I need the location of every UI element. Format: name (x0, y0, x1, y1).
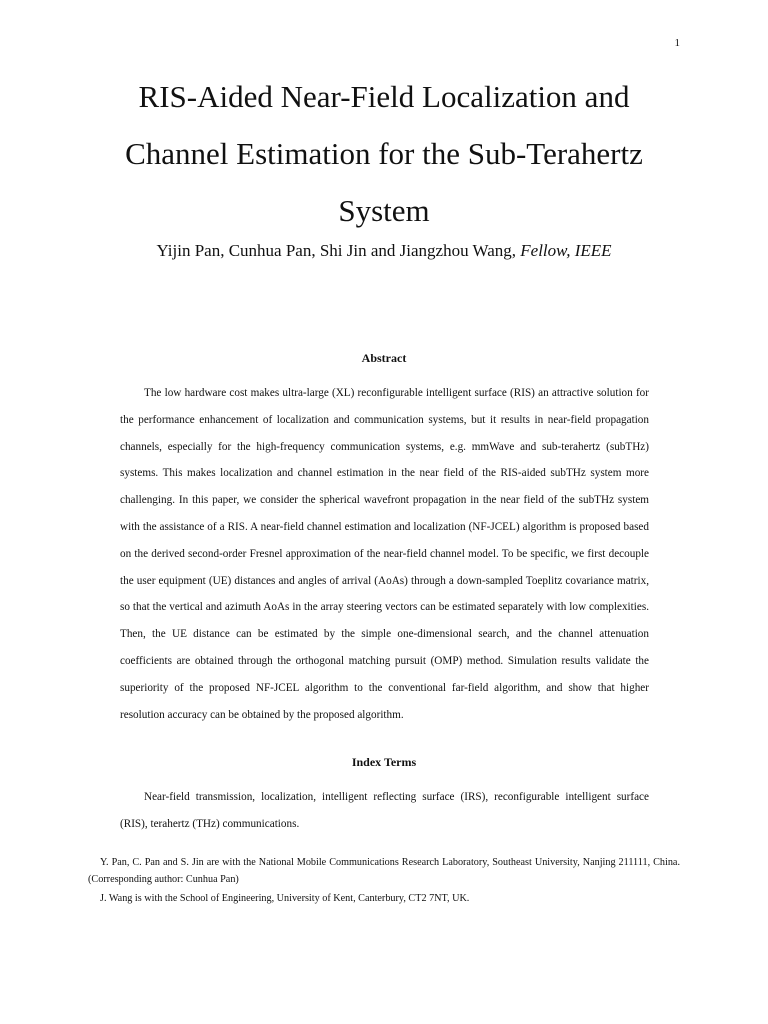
title-line-3: System (338, 193, 430, 228)
footnote-affiliation-1: Y. Pan, C. Pan and S. Jin are with the National Mobile Communications Research Laboratory, Southeast University, Nanjing 211111, China. (Corresponding author: Cunhua Pan) (88, 857, 680, 885)
author-names: Yijin Pan, Cunhua Pan, Shi Jin and Jiangzhou Wang, (156, 241, 521, 260)
page-number: 1 (674, 37, 680, 49)
footnote-affiliation-2: J. Wang is with the School of Engineering, University of Kent, Canterbury, CT2 7NT, UK. (100, 893, 470, 904)
title-line-2: Channel Estimation for the Sub-Terahertz (125, 136, 643, 171)
author-grade: Fellow, IEEE (520, 241, 612, 260)
paper-title (0, 68, 768, 239)
index-terms-text: Near-field transmission, localization, intelligent reflecting surface (IRS), reconfigurable intelligent surface (RIS), terahertz (THz) communications. (120, 791, 649, 830)
author-list (0, 241, 768, 261)
index-terms-heading: Index Terms (351, 755, 417, 769)
abstract-text: The low hardware cost makes ultra-large (XL) reconfigurable intelligent surface (RIS) an attractive solution for the performance enhancement of localization and communication systems, but it results in near-field propagation channels, especially for the high-frequency communication systems, e.g. mmWave and sub-terahertz (subTHz) systems. This makes localization and channel estimation in the near field of the RIS-aided subTHz system more challenging. In this paper, we consider the spherical wavefront propagation in the near field of the subTHz system with the assistance of a RIS. A near-field channel estimation and localization (NF-JCEL) algorithm is proposed based on the derived second-order Fresnel approximation of the near-field channel model. To be specific, we first decouple the user equipment (UE) distances and angles of arrival (AoAs) through a down-sampled Toeplitz covariance matrix, so that the vertical and azimuth AoAs in the array steering vectors can be estimated separately with low complexities. Then, the UE distance can be estimated by the simple one-dimensional search, and the channel attenuation coefficients are obtained through the orthogonal matching pursuit (OMP) method. Simulation results validate the superiority of the proposed NF-JCEL algorithm to the conventional far-field algorithm, and show that higher resolution accuracy can be obtained by the proposed algorithm. (120, 387, 649, 721)
footnotes (88, 854, 680, 909)
abstract-heading: Abstract (361, 351, 407, 365)
title-line-1: RIS-Aided Near-Field Localization and (138, 79, 630, 114)
